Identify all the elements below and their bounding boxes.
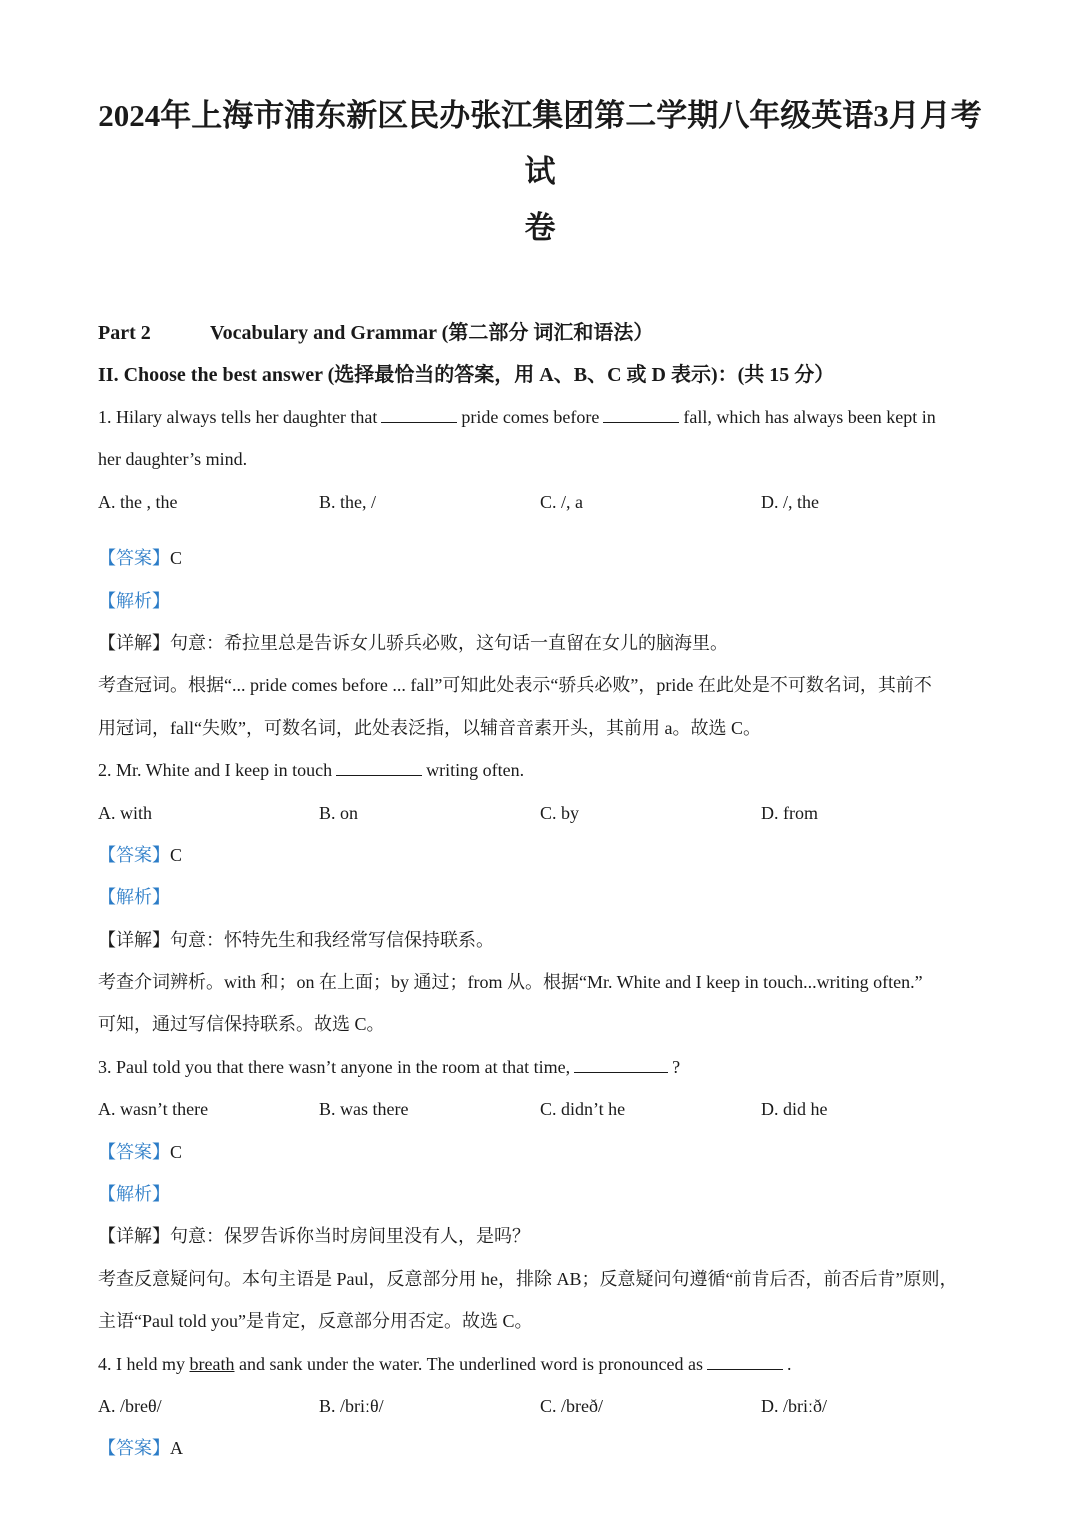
answer-tag: 【答案】	[98, 844, 170, 865]
answer-tag: 【答案】	[98, 1141, 170, 1162]
explanation-line-1: 考查反意疑问句。本句主语是 Paul，反意部分用 he，排除 AB；反意疑问句遵循“前肯后否，前否后肯”原则，	[98, 1268, 958, 1289]
option-b: B. was there	[319, 1099, 409, 1120]
option-d: D. from	[761, 802, 818, 823]
option-c: C. /, a	[540, 491, 583, 512]
detail-tag: 【详解】	[98, 1226, 170, 1247]
option-a: A. with	[98, 802, 152, 823]
explanation-line-2: 可知，通过写信保持联系。故选 C。	[98, 1014, 385, 1035]
answer-blank	[707, 1351, 783, 1370]
exam-page	[98, 88, 982, 1470]
question-1	[98, 396, 982, 749]
option-c: C. by	[540, 802, 580, 823]
detail-tag: 【详解】	[98, 929, 170, 950]
option-d: D. /, the	[761, 491, 819, 512]
answer-blank	[381, 404, 457, 423]
detail-line	[98, 622, 982, 664]
analysis-tag: 【解析】	[98, 590, 170, 611]
part-heading	[98, 312, 982, 354]
question-2	[98, 749, 982, 1046]
part-number: Part 2	[98, 322, 151, 344]
detail-meaning: 句意：保罗告诉你当时房间里没有人，是吗？	[170, 1226, 530, 1247]
answer-blank	[336, 757, 422, 776]
options-row	[98, 1385, 982, 1427]
options-row	[98, 792, 982, 834]
options-row	[98, 1088, 982, 1130]
option-a: A. the , the	[98, 491, 178, 512]
answer-tag: 【答案】	[98, 1438, 170, 1459]
question-stem: 2. Mr. White and I keep in touch writing often.	[98, 749, 982, 791]
option-b: B. the, /	[319, 491, 376, 512]
question-stem: 4. I held my breath and sank under the water. The underlined word is pronounced as .	[98, 1343, 982, 1385]
option-a: A. /breθ/	[98, 1395, 162, 1416]
detail-line	[98, 919, 982, 961]
answer-line	[98, 834, 982, 876]
answer-tag: 【答案】	[98, 548, 170, 569]
title-line-2: 卷	[524, 210, 556, 245]
page-title	[98, 88, 982, 256]
answer-value: C	[170, 548, 183, 569]
answer-value: C	[170, 844, 183, 865]
question-stem: 3. Paul told you that there wasn’t anyone in the room at that time, ?	[98, 1046, 982, 1088]
options-row	[98, 481, 982, 523]
answer-blank	[574, 1054, 668, 1073]
answer-line	[98, 537, 982, 579]
underlined-word: breath	[189, 1353, 235, 1374]
detail-meaning: 句意：希拉里总是告诉女儿骄兵必败，这句话一直留在女儿的脑海里。	[170, 632, 728, 653]
answer-value: A	[170, 1438, 183, 1459]
detail-line	[98, 1215, 982, 1257]
analysis-tag: 【解析】	[98, 887, 170, 908]
question-stem: 1. Hilary always tells her daughter that pride comes before fall, which has always been kept in	[98, 396, 982, 438]
explanation-line-2: 用冠词，fall“失败”，可数名词，此处表泛指，以辅音音素开头，其前用 a。故选 C。	[98, 717, 761, 738]
question-4	[98, 1343, 982, 1470]
analysis-tag: 【解析】	[98, 1184, 170, 1205]
option-d: D. /briːð/	[761, 1395, 827, 1416]
answer-line	[98, 1131, 982, 1173]
answer-value: C	[170, 1141, 183, 1162]
detail-meaning: 句意：怀特先生和我经常写信保持联系。	[170, 929, 494, 950]
option-a: A. wasn’t there	[98, 1099, 209, 1120]
explanation-line-2: 主语“Paul told you”是肯定，反意部分用否定。故选 C。	[98, 1311, 533, 1332]
option-d: D. did he	[761, 1099, 828, 1120]
title-line-1: 2024年上海市浦东新区民办张江集团第二学期八年级英语3月月考试	[98, 98, 982, 189]
answer-line	[98, 1427, 982, 1469]
part-name: Vocabulary and Grammar (第二部分 词汇和语法）	[210, 322, 654, 344]
option-c: C. didn’t he	[540, 1099, 626, 1120]
explanation-line-1: 考查介词辨析。with 和；on 在上面；by 通过；from 从。根据“Mr. White and I keep in touch...writing often.”	[98, 972, 923, 993]
detail-tag: 【详解】	[98, 632, 170, 653]
section-heading: II. Choose the best answer (选择最恰当的答案，用 A、B、C 或 D 表示)：(共 15 分）	[98, 364, 835, 386]
question-stem-continued: her daughter’s mind.	[98, 449, 248, 470]
option-b: B. /briːθ/	[319, 1395, 384, 1416]
answer-blank	[603, 404, 679, 423]
question-3	[98, 1046, 982, 1343]
option-c: C. /breð/	[540, 1395, 603, 1416]
option-b: B. on	[319, 802, 359, 823]
explanation-line-1: 考查冠词。根据“... pride comes before ... fall”可知此处表示“骄兵必败”，pride 在此处是不可数名词，其前不	[98, 675, 932, 696]
